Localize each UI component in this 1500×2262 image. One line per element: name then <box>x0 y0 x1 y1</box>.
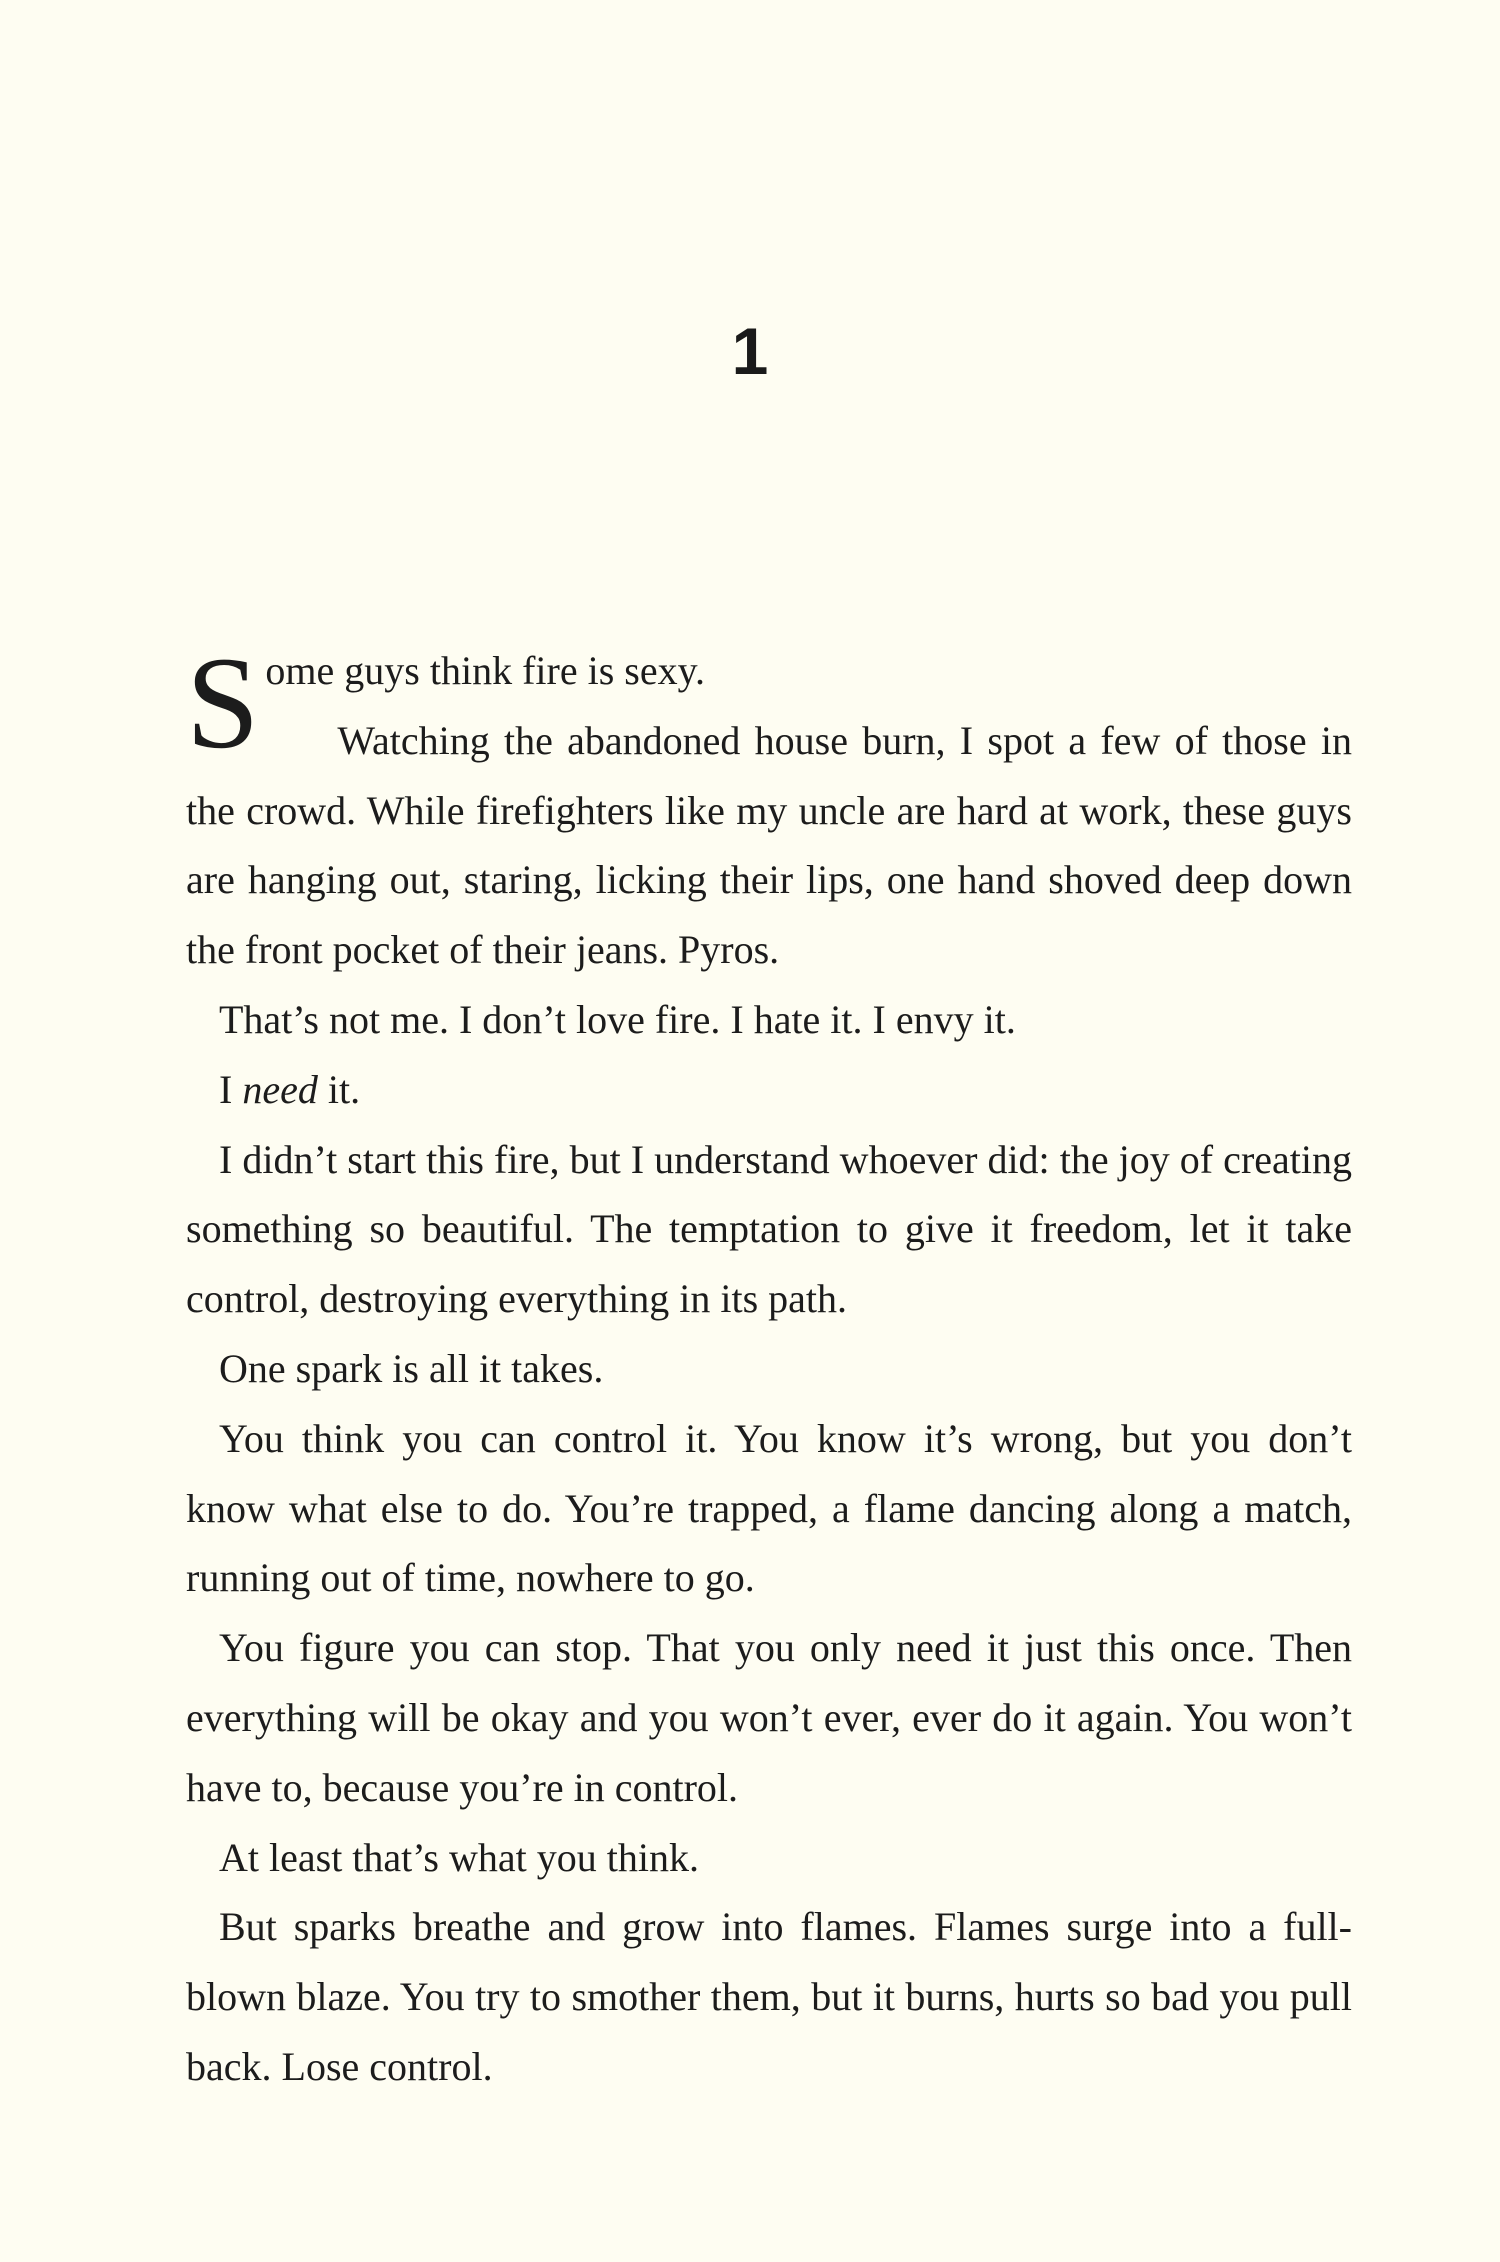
paragraph-4-post: it. <box>317 1066 361 1112</box>
paragraph-10-text: But sparks breathe and grow into flames. Flames surge into a full-blown blaze. You try to smother them, but it burns, hurts so bad you pull back. Lose control. <box>186 1904 1352 2089</box>
paragraph-1 <box>186 629 1352 776</box>
first-line-text: ome guys think fire is sexy. <box>265 648 705 693</box>
paragraph-3-text: That’s not me. I don’t love fire. I hate it. I envy it. <box>219 996 1016 1042</box>
drop-cap: S <box>186 629 260 776</box>
paragraph-7 <box>186 1404 1352 1613</box>
paragraph-7-text: You think you can control it. You know it’s wrong, but you don’t know what else to do. You’re trapped, a flame dancing along a match, running out of time, nowhere to go. <box>186 1415 1352 1601</box>
paragraph-9 <box>186 1823 1352 1893</box>
chapter-text <box>186 629 1352 2102</box>
paragraph-9-text: At least that’s what you think. <box>219 1834 699 1880</box>
paragraph-10 <box>186 1892 1352 2101</box>
paragraph-5-text: I didn’t start this fire, but I understand whoever did: the joy of creating something so beautiful. The temptation to give it freedom, let it take control, destroying everything in its path. <box>186 1136 1352 1322</box>
paragraph-2-text: Watching the abandoned house burn, I spot a few of those in the crowd. While firefighters like my uncle are hard at work, these guys are hanging out, staring, licking their lips, one hand shoved deep down the front pocket of their jeans. Pyros. <box>186 717 1352 973</box>
paragraph-6 <box>186 1334 1352 1404</box>
paragraph-4-emphasis: need <box>242 1066 318 1112</box>
paragraph-8 <box>186 1613 1352 1822</box>
paragraph-3 <box>186 985 1352 1055</box>
paragraph-4-pre: I <box>219 1066 243 1112</box>
paragraph-4 <box>186 1055 1352 1125</box>
chapter-number: 1 <box>731 314 769 388</box>
paragraph-5 <box>186 1125 1352 1334</box>
paragraph-8-text: You figure you can stop. That you only need it just this once. Then everything will be okay and you won’t ever, ever do it again. You won’t have to, because you’re in control. <box>186 1625 1352 1810</box>
paragraph-6-text: One spark is all it takes. <box>219 1345 604 1391</box>
paragraph-2 <box>186 706 1352 985</box>
